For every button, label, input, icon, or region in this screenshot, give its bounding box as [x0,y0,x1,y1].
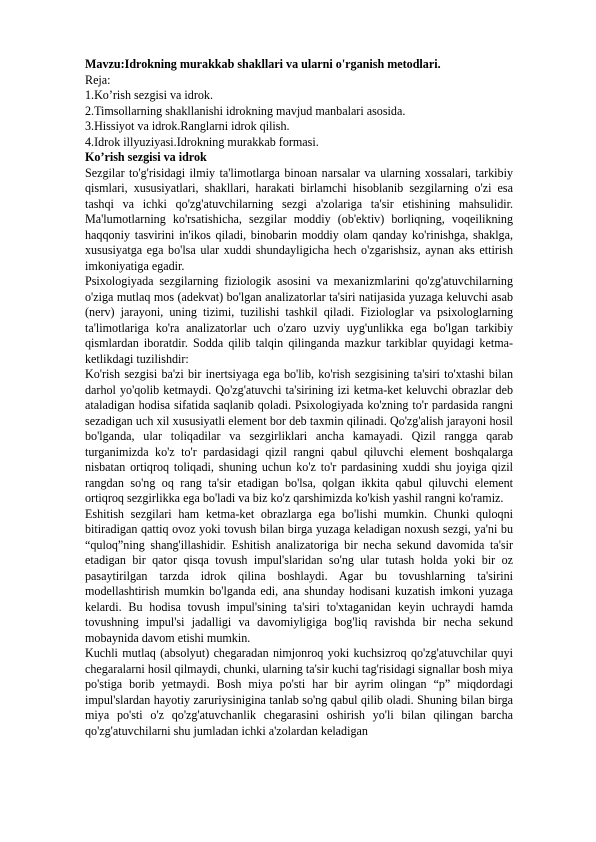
plan-label: Reja: [85,72,111,87]
plan-item: 4.Idrok illyuziyasi.Idrokning murakkab formasi. [85,134,319,149]
body-paragraph: Ko'rish sezgisi ba'zi bir inertsiyaga ega bo'lib, ko'rish sezgisining ta'siri to'xtashi bilan darhol yo'qolib ketmaydi. Qo'zg'atuvchi ta'sirining izi ketma-ket keluvchi obrazlar deb ataladigan hodisa sifatida saqlanib qoladi. Psixologiyada ko'zning to'r pardasida rangni sezadigan uch xil xususiyatli element bor deb taxmin qilinadi. Qo'zg'alish jarayoni hosil bo'lganda, ular toliqadilar va sezgirliklari ancha kamayadi. Qizil rangga qarab turganimizda ko'z to'r pardasidagi qizil rangni qabul qiluvchi element boshqalarga nisbatan ortiqroq toliqadi, shuning uchun ko'z to'r pardasining xuddi shu joyiga qizil rangdan so'ng oq rang ta'sir etadigan bo'lsa, qolgan ikkita qabul qiluvchi element ortiqroq sezgirlikka ega bo'ladi va biz ko'z qarshimizda ko'kish yashil rangni ko'ramiz. [85,367,513,505]
document-page [85,57,513,739]
plan-item: 3.Hissiyot va idrok.Ranglarni idrok qilish. [85,119,290,133]
plan-item: 2.Timsollarning shakllanishi idrokning mavjud manbalari asosida. [85,103,406,118]
body-paragraph: Kuchli mutlaq (absolyut) chegaradan nimjonroq yoki kuchsizroq qo'zg'atuvchilar quyi chegaralarni hosil qilmaydi, chunki, ularning ta'sir kuchi tag'risidagi signallar bosh miya po'stiga borib yetmaydi. Bosh miya po'sti har bir ayrim olingan “p” miqdordagi impul'slardan hayotiy zaruriysinigina tanlab so'ng qabul qilib oladi. Shuning bilan birga miya po'sti o'z qo'zg'atuvchanlik chegarasini oshirish yo'li bilan qilingan barcha qo'zg'atuvchilarni shu jumladan ichki a'zolardan keladigan [85,646,513,738]
section-heading: Ko’rish sezgisi va idrok [85,150,207,164]
document-title: Mavzu:Idrokning murakkab shakllari va ularni o'rganish metodlari. [85,57,441,71]
body-paragraph: Eshitish sezgilari ham ketma-ket obrazlarga ega bo'lishi mumkin. Chunki quloqni bitiradigan qattiq ovoz yoki tovush bilan birga yuzaga keladigan noxush sezgi, ya'ni bu “quloq”ning shang'illashidir. Eshitish analizatoriga bir necha sekund davomida ta'sir etadigan bir qator qisqa tovush impul'slaridan so'ng ular tutash holda yoki bir oz pasaytirilgan tarzda idrok qilina boshlaydi. Agar bu tovushlarning ta'sirini modellashtirish mumkin bo'lganda edi, ana shunday hodisani kuzatish imkoni yuzaga kelardi. Bu hodisa tovush impul'sining ta'siri to'xtaganidan keyin uchraydi hamda tovushning impul'si jadalligi va davomiyligiga bog'liq ravishda bir necha sekund mobaynida davom etishi mumkin. [85,506,513,645]
body-paragraph: Psixologiyada sezgilarning fiziologik asosini va mexanizmlarini qo'zg'atuvchilarning o'ziga mutlaq mos (adekvat) bo'lgan analizatorlar ta'siri natijasida yuzaga keluvchi asab (nerv) jarayoni, uning tizimi, tuzilishi tashkil qiladi. Fiziologlar va psixologlarning ta'limotlariga ko'ra analizatorlar uch o'zaro uzviy uyg'unlikka ega bo'lgan tarkibiy qismlardan iboratdir. Sodda qilib talqin qilinganda mazkur tarkiblar quyidagi ketma-ketlikdagi tuzilishdir: [85,274,513,366]
plan-item: 1.Ko’rish sezgisi va idrok. [85,88,213,102]
body-paragraph: Sezgilar to'g'risidagi ilmiy ta'limotlarga binoan narsalar va ularning xossalari, tarkibiy qismlari, xususiyatlari, shakllari, harakati birlamchi hisoblanib sezgilarning o'zi esa tashqi va ichki qo'zg'atuvchilarning sezgi a'zolariga ta'sir etishining mahsulidir. Ma'lumotlarning ko'rsatishicha, sezgilar moddiy (ob'ektiv) borliqning, voqeilikning haqqoniy tasvirini in'ikos qiladi, binobarin moddiy olam qanday ko'rinishga, shaklga, xususiyatga ega bo'lsa ular xuddi shundayligicha hech o'zgarishsiz, aynan aks ettirish imkoniyatiga egadir. [85,165,513,273]
